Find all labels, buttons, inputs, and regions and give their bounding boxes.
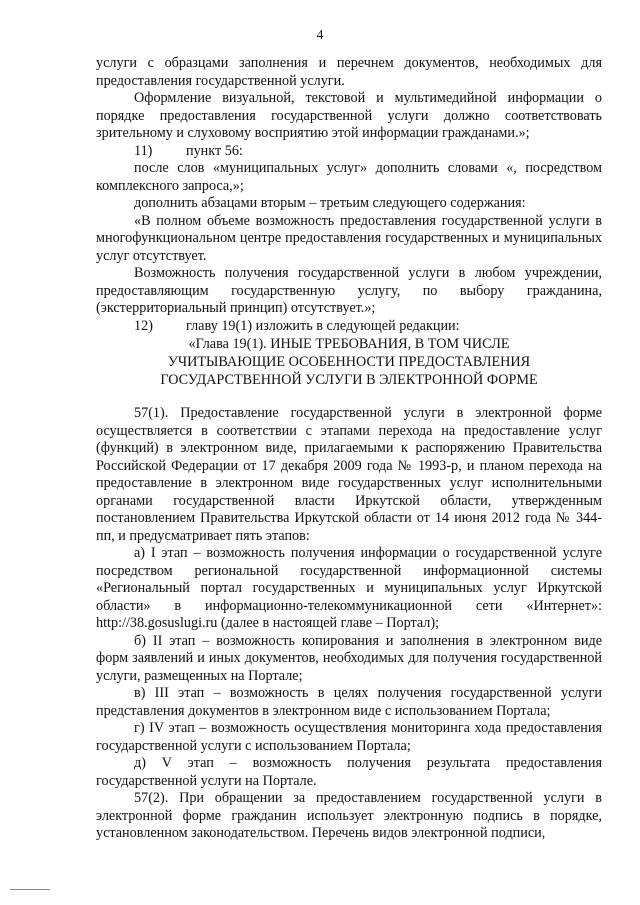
heading-line: ГОСУДАРСТВЕННОЙ УСЛУГИ В ЭЛЕКТРОННОЙ ФОРМЕ (160, 372, 538, 388)
document-body (96, 55, 602, 843)
paragraph: после слов «муниципальных услуг» дополнить словами «, посредством комплексного запроса,»; (96, 160, 602, 194)
paragraph: Возможность получения государственной услуги в любом учреждении, предоставляющим государственную услугу, по выбору гражданина, (экстерриториальный принцип) отсутствует.»; (96, 265, 602, 316)
item-number: 11) (134, 142, 153, 159)
heading-line: УЧИТЫВАЮЩИЕ ОСОБЕННОСТИ ПРЕДОСТАВЛЕНИЯ (167, 354, 531, 370)
chapter-heading (96, 335, 602, 389)
paragraph: г) IV этап – возможность осуществления мониторинга хода предоставления государственной услуги с использованием Портала; (96, 720, 602, 754)
paragraph: б) II этап – возможность копирования и заполнения в электронном виде форм заявлений и иных документов, необходимых для получения государственной услуги, размещенных на Портале; (96, 632, 602, 684)
item-text: главу 19(1) изложить в следующей редакции: (186, 317, 460, 334)
paragraph: дополнить абзацами вторым – третьим следующего содержания: (134, 195, 526, 211)
item-text: пункт 56: (186, 142, 243, 159)
list-item-11 (134, 143, 602, 161)
heading-line: «Глава 19(1). ИНЫЕ ТРЕБОВАНИЯ, В ТОМ ЧИСЛЕ (188, 336, 510, 352)
paragraph: д) V этап – возможность получения результата предоставления государственной услуги на Портале. (96, 755, 602, 789)
list-item-12 (134, 318, 602, 336)
paragraph: а) I этап – возможность получения информации о государственной услуге посредством региональной государственной информационной системы «Региональный портал государственных и муниципальных услуг Иркутской области» в информационно-телекоммуникационной сети «Интернет»: http://38.gosuslugi.ru (далее в настоящей главе – Портал); (96, 545, 602, 631)
paragraph: Оформление визуальной, текстовой и мультимедийной информации о порядке предоставления государственной услуги должно соответствовать зрительному и слуховому восприятию этой информации гражданами.»; (96, 90, 602, 141)
paragraph: «В полном объеме возможность предоставления государственной услуги в многофункциональном центре предоставления государственных и муниципальных услуг отсутствует. (96, 212, 602, 264)
page-number: 4 (316, 27, 324, 42)
footnote-rule (10, 889, 50, 890)
paragraph: в) III этап – возможность в целях получения государственной услуги представления документов в электронном виде с использованием Портала; (96, 685, 602, 719)
paragraph: услуги с образцами заполнения и перечнем документов, необходимых для предоставления государственной услуги. (96, 55, 602, 89)
paragraph: 57(1). Предоставление государственной услуги в электронной форме осуществляется в соответствии с этапами перехода на предоставление услуг (функций) в электронном виде, прилагаемыми к распоряжению Правительства Российской Федерации от 17 декабря 2009 года № 1993-р, и планом перехода на предоставление в электронном виде государственных услуг исполнительными органами государственной власти Иркутской области, утвержденным постановлением Правительства Иркутской области от 14 июня 2012 года № 344-пп, и предусматривает пять этапов: (96, 405, 602, 544)
item-number: 12) (134, 317, 153, 334)
paragraph: 57(2). При обращении за предоставлением государственной услуги в электронной форме гражданин использует электронную подпись в порядке, установленном законодательством. Перечень видов электронной подписи, (96, 790, 602, 841)
